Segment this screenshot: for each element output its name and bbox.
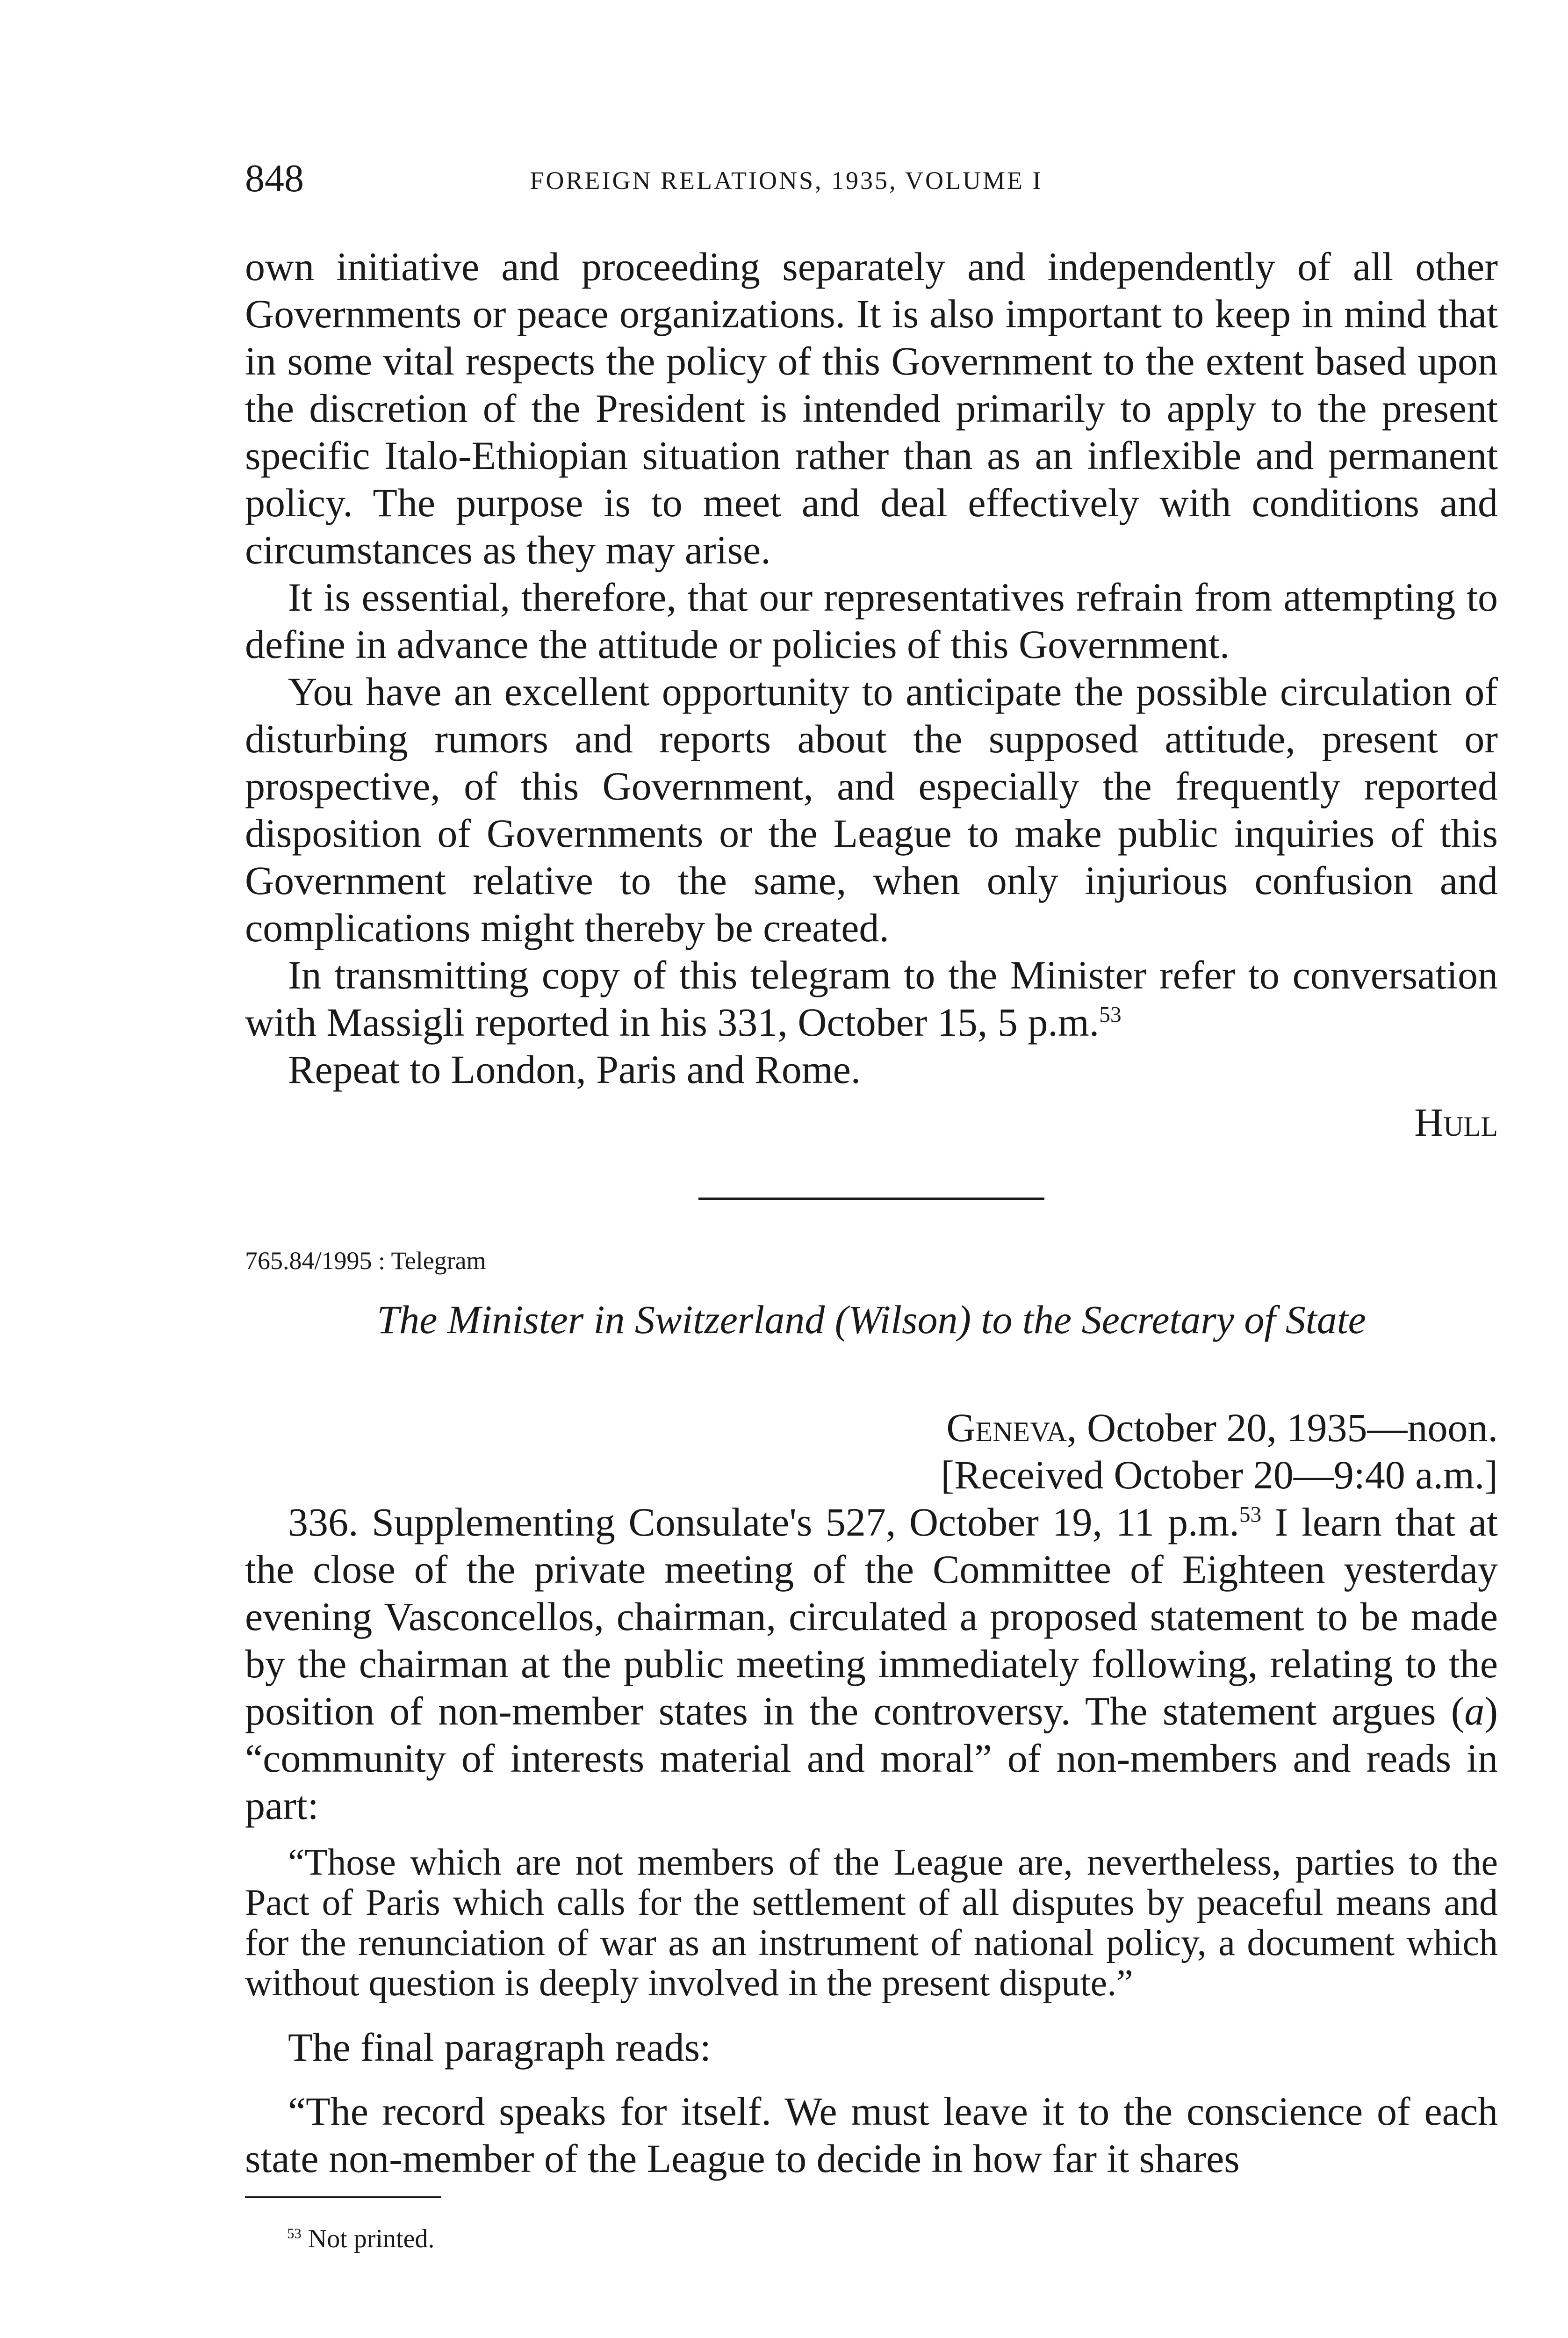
- telegram-p1-end: ) “community of interests material and moral” of non-members and reads in part:: [245, 1689, 1498, 1828]
- received-line: [Received October 20—9:40 a.m.]: [941, 1452, 1498, 1497]
- final-paragraph-quote: “The record speaks for itself. We must leave it to the conscience of each state non-member of the League to decide in how far it shares: [245, 2089, 1498, 2181]
- telegram-p1-middle: I learn that at the close of the private meeting of the Committee of Eighteen yesterday evening Vasconcellos, chairman, circulated a proposed statement to be made by the chairman at the public meeting immediately following, relating to the position of non-member states in the controversy. The statement argues (: [245, 1500, 1498, 1733]
- continuation-paragraph-5: Repeat to London, Paris and Rome.: [288, 1047, 861, 1092]
- section-divider: [698, 1198, 1044, 1200]
- footnote-number: 53: [287, 2225, 302, 2242]
- quoted-statement: “Those which are not members of the League are, nevertheless, parties to the Pact of Paris which calls for the settlement of all disputes by peaceful means and for the renunciation of war as an instrument of national policy, a document which without question is deeply involved in the present dispute.”: [245, 1842, 1498, 2004]
- footnote-ref-53-second: 53: [1239, 1502, 1262, 1527]
- footnote-ref-53: 53: [1099, 1003, 1122, 1027]
- document-title: The Minister in Switzerland (Wilson) to the Secretary of State: [377, 1297, 1366, 1342]
- page-header: [245, 155, 1328, 211]
- continuation-paragraph-1: own initiative and proceeding separately and independently of all other Governments or peace organizations. It is also important to keep in mind that in some vital respects the policy of this Government to the extent based upon the discretion of the President is intended primarily to apply to the present specific Italo-Ethiopian situation rather than as an inflexible and permanent policy. The purpose is to meet and deal effectively with conditions and circumstances as they may arise.: [245, 244, 1498, 572]
- continuation-paragraph-3: You have an excellent opportunity to anticipate the possible circulation of disturbing rumors and reports about the supposed attitude, present or prospective, of this Government, and especially the frequently reported disposition of Governments or the League to make public inquiries of this Government relative to the same, when only injurious confusion and complications might thereby be created.: [245, 669, 1498, 950]
- continuation-paragraph-2: It is essential, therefore, that our representatives refrain from attempting to define in advance the attitude or policies of this Government.: [245, 575, 1498, 667]
- footnote-text: Not printed.: [301, 2224, 435, 2253]
- telegram-p1-start: 336. Supplementing Consulate's 527, October 19, 11 p.m.: [288, 1500, 1239, 1544]
- paragraph-4-text: In transmitting copy of this telegram to the Minister refer to conversation with Massigli reported in his 331, October 15, 5 p.m.: [245, 953, 1498, 1045]
- item-letter-a: a: [1464, 1689, 1485, 1733]
- running-head: FOREIGN RELATIONS, 1935, VOLUME I: [530, 166, 1043, 195]
- signature: Hull: [1414, 1100, 1498, 1145]
- dateline-date: October 20, 1935—noon.: [1077, 1405, 1498, 1450]
- dateline-place: Geneva,: [946, 1405, 1077, 1450]
- footnote-rule: [245, 2196, 441, 2198]
- page-number: 848: [245, 157, 304, 200]
- telegram-paragraph-1: [245, 1499, 1498, 1829]
- telegram-paragraph-2: The final paragraph reads:: [288, 2025, 711, 2070]
- continuation-paragraph-4: [245, 952, 1498, 1046]
- footnote-53: [245, 2223, 1498, 2255]
- file-reference: 765.84/1995 : Telegram: [245, 1247, 486, 1275]
- body-text: [245, 243, 1498, 2255]
- dateline: [245, 1404, 1498, 1451]
